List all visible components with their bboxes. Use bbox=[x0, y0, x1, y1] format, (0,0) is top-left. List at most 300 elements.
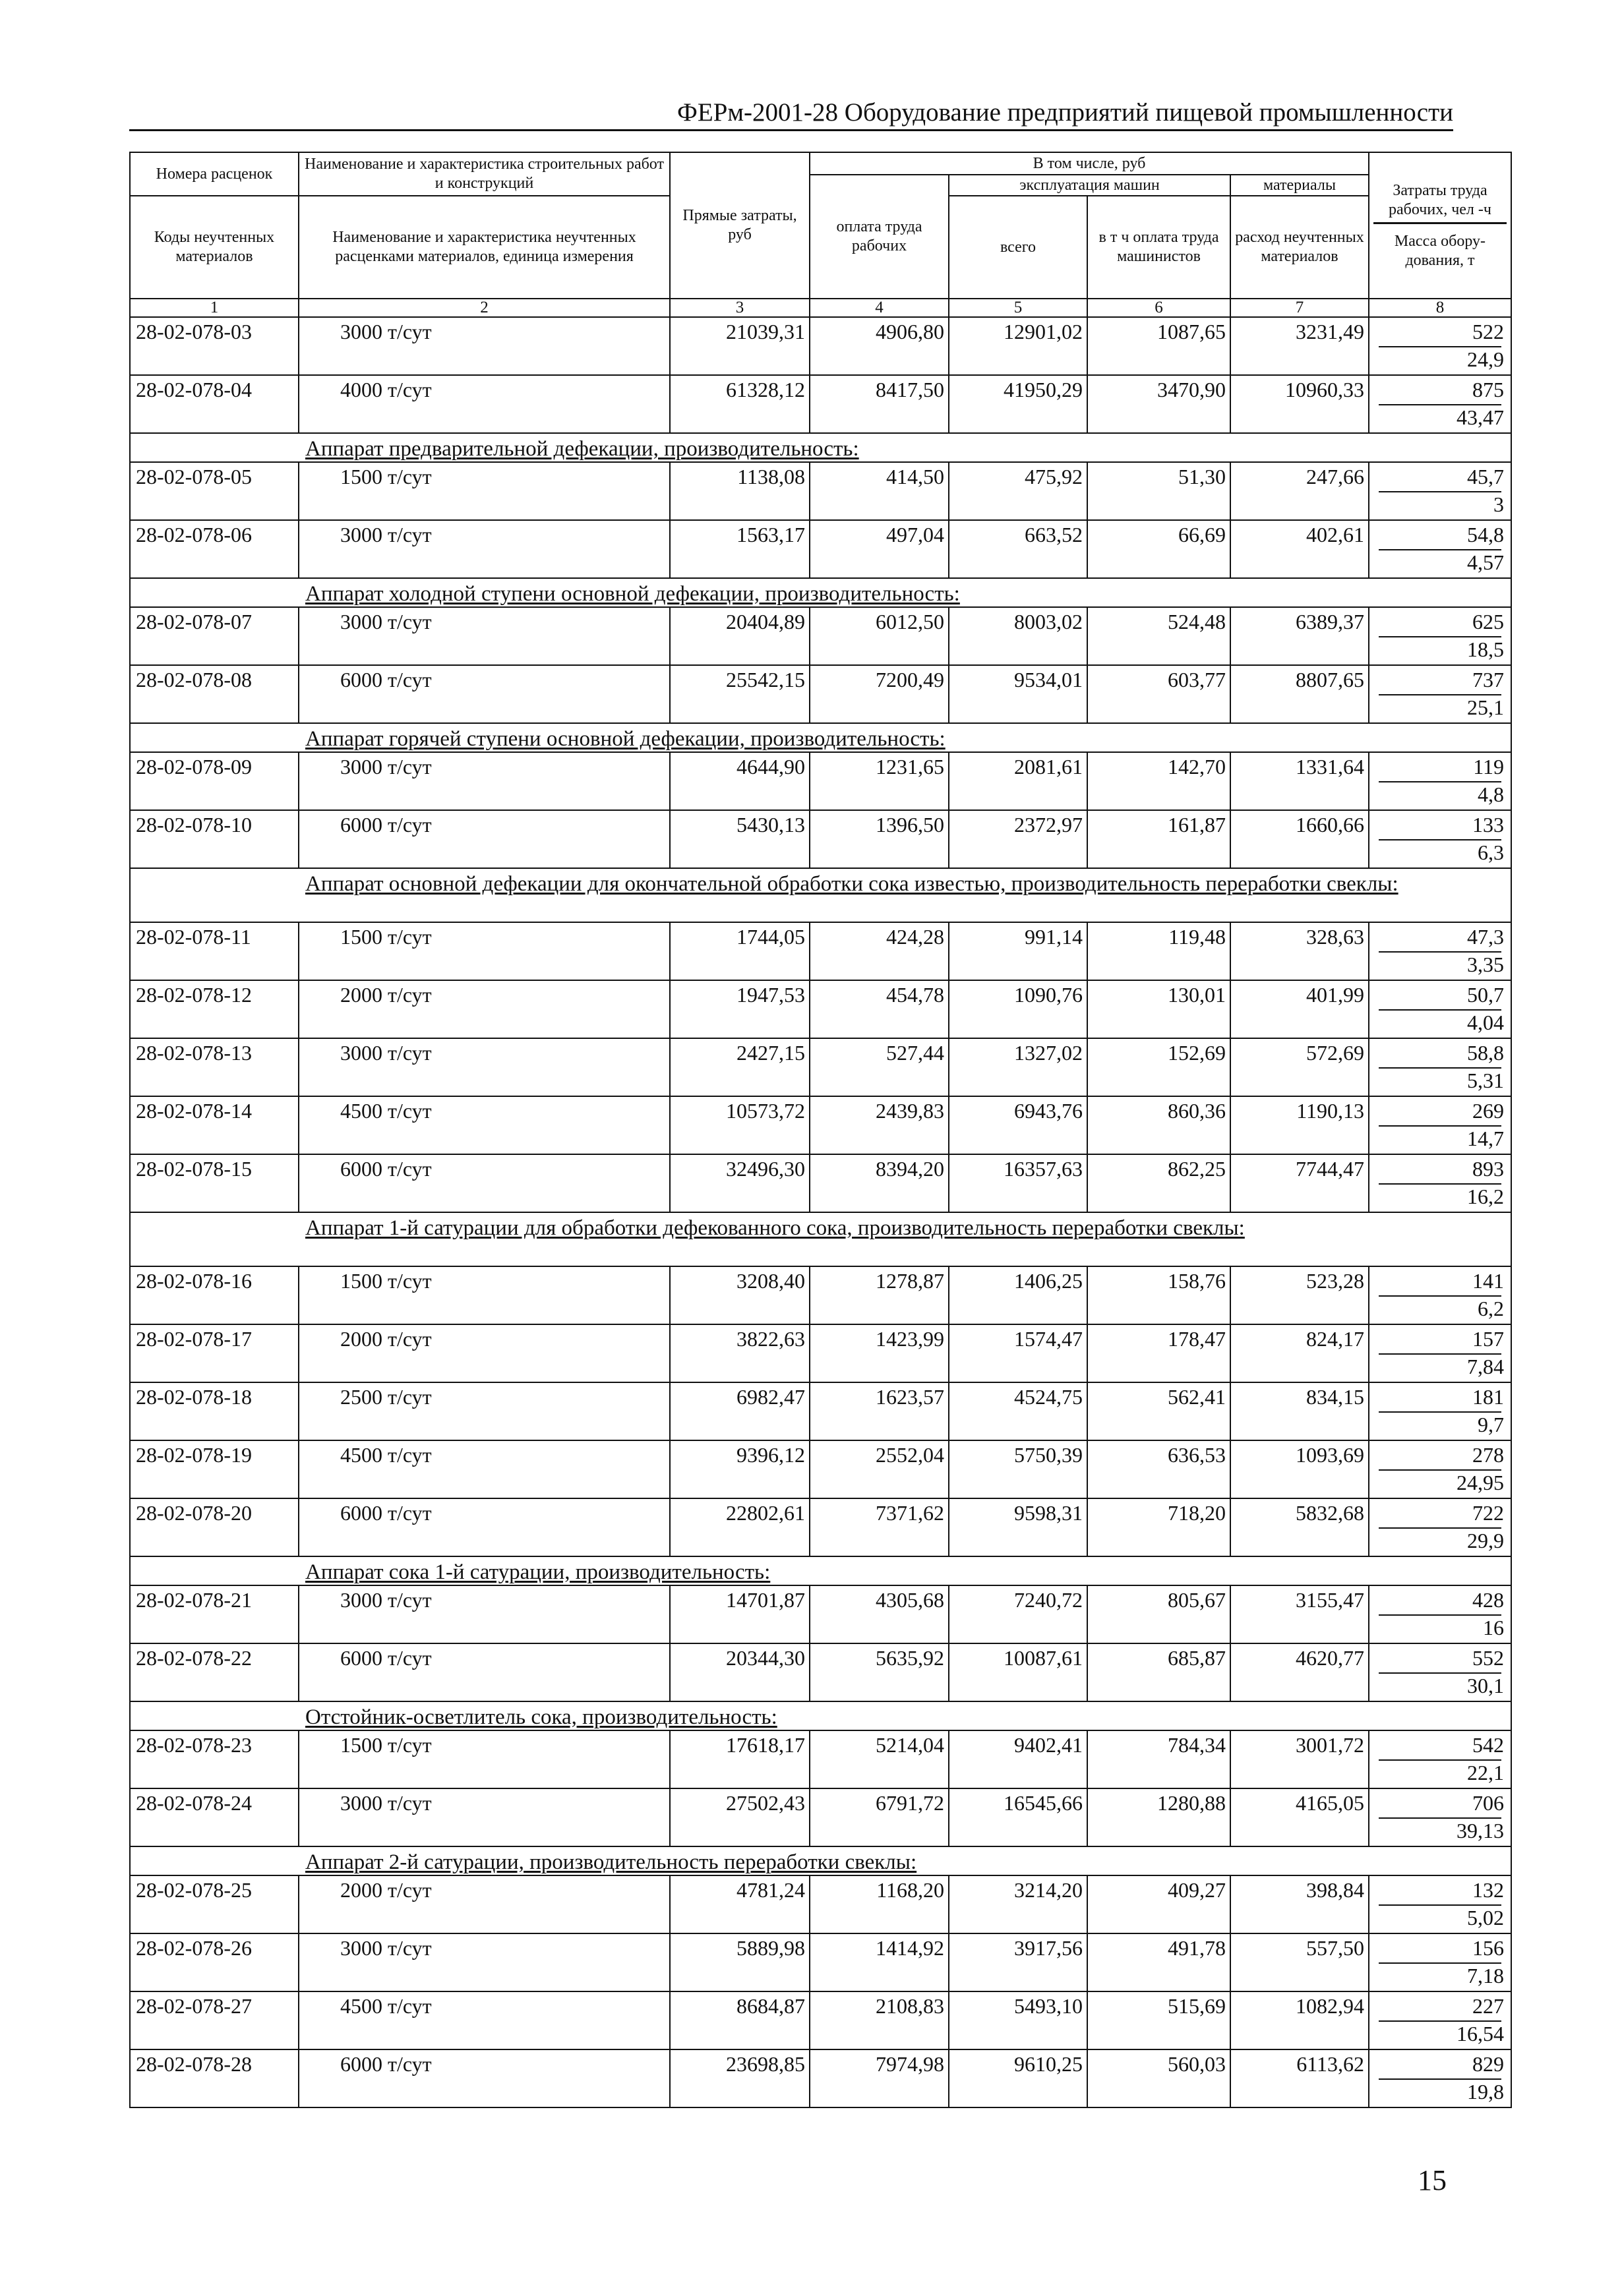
fraction-line bbox=[1379, 2078, 1501, 2080]
direct-costs-cell: 6982,47 bbox=[670, 1382, 810, 1440]
table-row bbox=[130, 1788, 1511, 1846]
labor-mass-cell bbox=[1369, 1440, 1511, 1498]
header-codes: Коды неучтенных материалов bbox=[130, 196, 299, 299]
direct-costs-cell: 32496,30 bbox=[670, 1154, 810, 1212]
materials-cell: 523,28 bbox=[1230, 1266, 1369, 1324]
work-name-cell: 2500 т/сут bbox=[299, 1382, 670, 1440]
direct-costs-cell: 2427,15 bbox=[670, 1038, 810, 1096]
labor-hours-value: 522 bbox=[1472, 320, 1504, 343]
labor-pay-cell: 2439,83 bbox=[810, 1096, 949, 1154]
labor-mass-cell bbox=[1369, 1266, 1511, 1324]
work-name-cell: 1500 т/сут bbox=[299, 462, 670, 520]
page-number: 15 bbox=[1418, 2164, 1447, 2196]
table-row bbox=[130, 520, 1511, 578]
direct-costs-cell: 23698,85 bbox=[670, 2049, 810, 2107]
direct-costs-cell: 1138,08 bbox=[670, 462, 810, 520]
labor-pay-cell: 1423,99 bbox=[810, 1324, 949, 1382]
labor-mass-cell bbox=[1369, 1730, 1511, 1788]
labor-pay-cell: 7200,49 bbox=[810, 665, 949, 723]
machinist-pay-cell: 560,03 bbox=[1087, 2049, 1230, 2107]
table-row bbox=[130, 752, 1511, 810]
header-including: В том числе, руб bbox=[810, 152, 1369, 175]
work-name-cell: 3000 т/сут bbox=[299, 1788, 670, 1846]
section-title-text: Аппарат холодной ступени основной дефекации, производительность: bbox=[305, 582, 960, 606]
labor-mass-cell bbox=[1369, 520, 1511, 578]
rate-code-cell: 28-02-078-13 bbox=[130, 1038, 299, 1096]
work-name-cell: 6000 т/сут bbox=[299, 1498, 670, 1556]
work-name-cell: 3000 т/сут bbox=[299, 520, 670, 578]
section-title bbox=[130, 868, 1511, 922]
table-row bbox=[130, 1266, 1511, 1324]
rate-code-cell: 28-02-078-25 bbox=[130, 1875, 299, 1933]
labor-pay-cell: 5214,04 bbox=[810, 1730, 949, 1788]
machines-total-cell: 663,52 bbox=[949, 520, 1087, 578]
labor-pay-cell: 424,28 bbox=[810, 922, 949, 980]
labor-mass-cell bbox=[1369, 922, 1511, 980]
rate-code-cell: 28-02-078-04 bbox=[130, 375, 299, 433]
section-row bbox=[130, 868, 1511, 922]
labor-mass-cell bbox=[1369, 317, 1511, 375]
rate-code-cell: 28-02-078-09 bbox=[130, 752, 299, 810]
labor-pay-cell: 1623,57 bbox=[810, 1382, 949, 1440]
fraction-line bbox=[1379, 1295, 1501, 1297]
labor-mass-cell bbox=[1369, 1096, 1511, 1154]
machinist-pay-cell: 805,67 bbox=[1087, 1585, 1230, 1643]
section-row bbox=[130, 723, 1511, 752]
labor-hours-value: 737 bbox=[1472, 668, 1504, 692]
direct-costs-cell: 3208,40 bbox=[670, 1266, 810, 1324]
machinist-pay-cell: 178,47 bbox=[1087, 1324, 1230, 1382]
rate-code-cell: 28-02-078-18 bbox=[130, 1382, 299, 1440]
labor-hours-value: 722 bbox=[1472, 1501, 1504, 1525]
materials-cell: 1082,94 bbox=[1230, 1991, 1369, 2049]
equipment-mass-value: 16 bbox=[1483, 1616, 1504, 1639]
machinist-pay-cell: 158,76 bbox=[1087, 1266, 1230, 1324]
work-name-cell: 4500 т/сут bbox=[299, 1096, 670, 1154]
machinist-pay-cell: 51,30 bbox=[1087, 462, 1230, 520]
machines-total-cell: 10087,61 bbox=[949, 1643, 1087, 1701]
machinist-pay-cell: 860,36 bbox=[1087, 1096, 1230, 1154]
materials-cell: 1093,69 bbox=[1230, 1440, 1369, 1498]
materials-cell: 3155,47 bbox=[1230, 1585, 1369, 1643]
labor-mass-cell bbox=[1369, 1382, 1511, 1440]
equipment-mass-value: 29,9 bbox=[1467, 1529, 1504, 1552]
rate-code-cell: 28-02-078-08 bbox=[130, 665, 299, 723]
work-name-cell: 2000 т/сут bbox=[299, 1324, 670, 1382]
labor-hours-value: 141 bbox=[1472, 1269, 1504, 1293]
table-row bbox=[130, 607, 1511, 665]
work-name-cell: 4000 т/сут bbox=[299, 375, 670, 433]
table-row bbox=[130, 1154, 1511, 1212]
machines-total-cell: 5750,39 bbox=[949, 1440, 1087, 1498]
labor-hours-value: 552 bbox=[1472, 1646, 1504, 1670]
work-name-cell: 6000 т/сут bbox=[299, 665, 670, 723]
work-name-cell: 4500 т/сут bbox=[299, 1440, 670, 1498]
labor-pay-cell: 1168,20 bbox=[810, 1875, 949, 1933]
machinist-pay-cell: 515,69 bbox=[1087, 1991, 1230, 2049]
section-title-text: Аппарат сока 1-й сатурации, производительность: bbox=[305, 1560, 771, 1584]
machinist-pay-cell: 562,41 bbox=[1087, 1382, 1230, 1440]
materials-cell: 1331,64 bbox=[1230, 752, 1369, 810]
labor-mass-cell bbox=[1369, 1154, 1511, 1212]
equipment-mass-value: 9,7 bbox=[1478, 1413, 1504, 1436]
work-name-cell: 1500 т/сут bbox=[299, 922, 670, 980]
section-row bbox=[130, 1212, 1511, 1266]
header-work-name: Наименование и характеристика строительных работ и конструкций bbox=[299, 152, 670, 196]
labor-mass-cell bbox=[1369, 810, 1511, 868]
section-row bbox=[130, 433, 1511, 462]
labor-hours-value: 893 bbox=[1472, 1157, 1504, 1181]
section-title bbox=[130, 1701, 1511, 1730]
fraction-line bbox=[1379, 1527, 1501, 1529]
machines-total-cell: 8003,02 bbox=[949, 607, 1087, 665]
equipment-mass-value: 24,95 bbox=[1457, 1471, 1504, 1494]
machinist-pay-cell: 130,01 bbox=[1087, 980, 1230, 1038]
fraction-line bbox=[1379, 346, 1501, 347]
table-row bbox=[130, 1096, 1511, 1154]
materials-cell: 401,99 bbox=[1230, 980, 1369, 1038]
rate-code-cell: 28-02-078-28 bbox=[130, 2049, 299, 2107]
labor-hours-value: 54,8 bbox=[1467, 523, 1504, 546]
machinist-pay-cell: 784,34 bbox=[1087, 1730, 1230, 1788]
machines-total-cell: 4524,75 bbox=[949, 1382, 1087, 1440]
header-materials-name: Наименование и характеристика неучтенных расценками материалов, единица измерения bbox=[299, 196, 670, 299]
rate-code-cell: 28-02-078-19 bbox=[130, 1440, 299, 1498]
rate-code-cell: 28-02-078-17 bbox=[130, 1324, 299, 1382]
section-title bbox=[130, 578, 1511, 607]
rate-code-cell: 28-02-078-16 bbox=[130, 1266, 299, 1324]
equipment-mass-value: 4,8 bbox=[1478, 782, 1504, 806]
direct-costs-cell: 8684,87 bbox=[670, 1991, 810, 2049]
materials-cell: 4165,05 bbox=[1230, 1788, 1369, 1846]
work-name-cell: 6000 т/сут bbox=[299, 2049, 670, 2107]
work-name-cell: 3000 т/сут bbox=[299, 1933, 670, 1991]
direct-costs-cell: 22802,61 bbox=[670, 1498, 810, 1556]
fraction-line bbox=[1379, 1614, 1501, 1616]
table-row bbox=[130, 1643, 1511, 1701]
labor-pay-cell: 2552,04 bbox=[810, 1440, 949, 1498]
labor-pay-cell: 414,50 bbox=[810, 462, 949, 520]
direct-costs-cell: 61328,12 bbox=[670, 375, 810, 433]
machinist-pay-cell: 3470,90 bbox=[1087, 375, 1230, 433]
equipment-mass-value: 6,3 bbox=[1478, 840, 1504, 864]
materials-cell: 824,17 bbox=[1230, 1324, 1369, 1382]
direct-costs-cell: 5889,98 bbox=[670, 1933, 810, 1991]
machinist-pay-cell: 524,48 bbox=[1087, 607, 1230, 665]
machines-total-cell: 2372,97 bbox=[949, 810, 1087, 868]
labor-hours-value: 45,7 bbox=[1467, 465, 1504, 488]
section-row bbox=[130, 578, 1511, 607]
materials-cell: 5832,68 bbox=[1230, 1498, 1369, 1556]
labor-hours-value: 269 bbox=[1472, 1099, 1504, 1123]
section-row bbox=[130, 1556, 1511, 1585]
machines-total-cell: 9610,25 bbox=[949, 2049, 1087, 2107]
section-title bbox=[130, 1212, 1511, 1266]
machines-total-cell: 7240,72 bbox=[949, 1585, 1087, 1643]
labor-pay-cell: 4906,80 bbox=[810, 317, 949, 375]
labor-hours-value: 875 bbox=[1472, 378, 1504, 401]
table-row bbox=[130, 462, 1511, 520]
labor-hours-value: 181 bbox=[1472, 1385, 1504, 1409]
direct-costs-cell: 27502,43 bbox=[670, 1788, 810, 1846]
labor-mass-cell bbox=[1369, 1788, 1511, 1846]
rate-code-cell: 28-02-078-23 bbox=[130, 1730, 299, 1788]
table-row bbox=[130, 1730, 1511, 1788]
labor-mass-cell bbox=[1369, 1875, 1511, 1933]
table-row bbox=[130, 922, 1511, 980]
labor-mass-cell bbox=[1369, 2049, 1511, 2107]
labor-pay-cell: 497,04 bbox=[810, 520, 949, 578]
equipment-mass-value: 4,57 bbox=[1467, 550, 1504, 574]
header-labor-pay: оплата труда рабочих bbox=[810, 175, 949, 299]
labor-hours-value: 156 bbox=[1472, 1936, 1504, 1960]
machinist-pay-cell: 66,69 bbox=[1087, 520, 1230, 578]
labor-pay-cell: 1414,92 bbox=[810, 1933, 949, 1991]
direct-costs-cell: 4644,90 bbox=[670, 752, 810, 810]
col-number: 2 bbox=[299, 299, 670, 317]
fraction-line bbox=[1379, 1067, 1501, 1069]
fraction-line bbox=[1379, 1672, 1501, 1674]
rate-code-cell: 28-02-078-22 bbox=[130, 1643, 299, 1701]
machines-total-cell: 6943,76 bbox=[949, 1096, 1087, 1154]
table-row bbox=[130, 1324, 1511, 1382]
fraction-line bbox=[1379, 694, 1501, 695]
labor-pay-cell: 7974,98 bbox=[810, 2049, 949, 2107]
fraction-line bbox=[1379, 1759, 1501, 1761]
fraction-line bbox=[1379, 1009, 1501, 1011]
machinist-pay-cell: 1280,88 bbox=[1087, 1788, 1230, 1846]
equipment-mass-value: 5,31 bbox=[1467, 1069, 1504, 1092]
materials-cell: 402,61 bbox=[1230, 520, 1369, 578]
equipment-mass-value: 3,35 bbox=[1467, 953, 1504, 976]
equipment-mass-value: 7,18 bbox=[1467, 1964, 1504, 1987]
machines-total-cell: 1090,76 bbox=[949, 980, 1087, 1038]
header-machinist-pay: в т ч оплата труда машинистов bbox=[1087, 196, 1230, 299]
labor-pay-cell: 1231,65 bbox=[810, 752, 949, 810]
materials-cell: 7744,47 bbox=[1230, 1154, 1369, 1212]
section-title bbox=[130, 723, 1511, 752]
labor-mass-cell bbox=[1369, 1643, 1511, 1701]
header-labor-mass bbox=[1369, 152, 1511, 299]
labor-pay-cell: 6012,50 bbox=[810, 607, 949, 665]
materials-cell: 247,66 bbox=[1230, 462, 1369, 520]
rate-code-cell: 28-02-078-15 bbox=[130, 1154, 299, 1212]
work-name-cell: 6000 т/сут bbox=[299, 810, 670, 868]
equipment-mass-value: 6,2 bbox=[1478, 1297, 1504, 1320]
machinist-pay-cell: 1087,65 bbox=[1087, 317, 1230, 375]
section-title bbox=[130, 433, 1511, 462]
direct-costs-cell: 10573,72 bbox=[670, 1096, 810, 1154]
direct-costs-cell: 21039,31 bbox=[670, 317, 810, 375]
labor-mass-cell bbox=[1369, 1324, 1511, 1382]
materials-cell: 3231,49 bbox=[1230, 317, 1369, 375]
fraction-line bbox=[1379, 1125, 1501, 1127]
table-row bbox=[130, 375, 1511, 433]
rate-code-cell: 28-02-078-21 bbox=[130, 1585, 299, 1643]
machinist-pay-cell: 119,48 bbox=[1087, 922, 1230, 980]
header-equipment-mass: Масса обору-дования, т bbox=[1394, 232, 1486, 269]
table-row bbox=[130, 665, 1511, 723]
labor-hours-value: 829 bbox=[1472, 2052, 1504, 2076]
col-number: 7 bbox=[1230, 299, 1369, 317]
machinist-pay-cell: 409,27 bbox=[1087, 1875, 1230, 1933]
col-number: 1 bbox=[130, 299, 299, 317]
labor-pay-cell: 527,44 bbox=[810, 1038, 949, 1096]
labor-pay-cell: 2108,83 bbox=[810, 1991, 949, 2049]
materials-cell: 328,63 bbox=[1230, 922, 1369, 980]
direct-costs-cell: 1744,05 bbox=[670, 922, 810, 980]
work-name-cell: 1500 т/сут bbox=[299, 1730, 670, 1788]
table-row bbox=[130, 1875, 1511, 1933]
labor-hours-value: 227 bbox=[1472, 1994, 1504, 2018]
machines-total-cell: 991,14 bbox=[949, 922, 1087, 980]
rate-code-cell: 28-02-078-12 bbox=[130, 980, 299, 1038]
machines-total-cell: 5493,10 bbox=[949, 1991, 1087, 2049]
fraction-line bbox=[1379, 781, 1501, 782]
direct-costs-cell: 4781,24 bbox=[670, 1875, 810, 1933]
col-number: 6 bbox=[1087, 299, 1230, 317]
labor-pay-cell: 454,78 bbox=[810, 980, 949, 1038]
materials-cell: 8807,65 bbox=[1230, 665, 1369, 723]
equipment-mass-value: 3 bbox=[1493, 492, 1504, 516]
direct-costs-cell: 17618,17 bbox=[670, 1730, 810, 1788]
equipment-mass-value: 18,5 bbox=[1467, 637, 1504, 661]
equipment-mass-value: 16,2 bbox=[1467, 1185, 1504, 1208]
equipment-mass-value: 5,02 bbox=[1467, 1906, 1504, 1929]
equipment-mass-value: 25,1 bbox=[1467, 695, 1504, 719]
labor-mass-cell bbox=[1369, 1038, 1511, 1096]
labor-hours-value: 132 bbox=[1472, 1878, 1504, 1902]
header-materials: материалы bbox=[1230, 175, 1369, 196]
labor-hours-value: 119 bbox=[1473, 755, 1504, 779]
table-row bbox=[130, 980, 1511, 1038]
labor-pay-cell: 7371,62 bbox=[810, 1498, 949, 1556]
work-name-cell: 6000 т/сут bbox=[299, 1154, 670, 1212]
labor-hours-value: 278 bbox=[1472, 1443, 1504, 1467]
fraction-line bbox=[1379, 2020, 1501, 2022]
fraction-line bbox=[1379, 1411, 1501, 1413]
table-row bbox=[130, 1585, 1511, 1643]
machinist-pay-cell: 685,87 bbox=[1087, 1643, 1230, 1701]
work-name-cell: 3000 т/сут bbox=[299, 752, 670, 810]
fraction-line bbox=[1379, 1353, 1501, 1355]
header-materials-consumption: расход неучтенных материалов bbox=[1230, 196, 1369, 299]
section-title-text: Аппарат 2-й сатурации, производительность переработки свеклы: bbox=[305, 1850, 917, 1874]
labor-mass-cell bbox=[1369, 665, 1511, 723]
machinist-pay-cell: 603,77 bbox=[1087, 665, 1230, 723]
labor-pay-cell: 1396,50 bbox=[810, 810, 949, 868]
equipment-mass-value: 30,1 bbox=[1467, 1674, 1504, 1697]
section-row bbox=[130, 1701, 1511, 1730]
section-title-text: Аппарат 1-й сатурации для обработки дефекованного сока, производительность переработки свеклы: bbox=[305, 1216, 1245, 1240]
header-labor-costs: Затраты труда рабочих, чел -ч bbox=[1373, 181, 1507, 224]
fraction-line bbox=[1379, 951, 1501, 953]
rate-code-cell: 28-02-078-27 bbox=[130, 1991, 299, 2049]
machines-total-cell: 475,92 bbox=[949, 462, 1087, 520]
price-table bbox=[129, 152, 1512, 2108]
materials-cell: 1190,13 bbox=[1230, 1096, 1369, 1154]
fraction-line bbox=[1379, 404, 1501, 405]
labor-mass-cell bbox=[1369, 462, 1511, 520]
labor-mass-cell bbox=[1369, 980, 1511, 1038]
direct-costs-cell: 3822,63 bbox=[670, 1324, 810, 1382]
materials-cell: 10960,33 bbox=[1230, 375, 1369, 433]
labor-hours-value: 428 bbox=[1472, 1588, 1504, 1612]
table-row bbox=[130, 1991, 1511, 2049]
labor-pay-cell: 4305,68 bbox=[810, 1585, 949, 1643]
materials-cell: 4620,77 bbox=[1230, 1643, 1369, 1701]
work-name-cell: 3000 т/сут bbox=[299, 607, 670, 665]
labor-pay-cell: 5635,92 bbox=[810, 1643, 949, 1701]
table-row bbox=[130, 1440, 1511, 1498]
table-row bbox=[130, 1382, 1511, 1440]
labor-mass-cell bbox=[1369, 1585, 1511, 1643]
header-rate-numbers: Номера расценок bbox=[130, 152, 299, 196]
work-name-cell: 2000 т/сут bbox=[299, 1875, 670, 1933]
rate-code-cell: 28-02-078-05 bbox=[130, 462, 299, 520]
direct-costs-cell: 1563,17 bbox=[670, 520, 810, 578]
equipment-mass-value: 22,1 bbox=[1467, 1761, 1504, 1784]
materials-cell: 1660,66 bbox=[1230, 810, 1369, 868]
machines-total-cell: 2081,61 bbox=[949, 752, 1087, 810]
equipment-mass-value: 19,8 bbox=[1467, 2080, 1504, 2104]
labor-hours-value: 50,7 bbox=[1467, 983, 1504, 1007]
materials-cell: 6389,37 bbox=[1230, 607, 1369, 665]
section-title bbox=[130, 1556, 1511, 1585]
equipment-mass-value: 7,84 bbox=[1467, 1355, 1504, 1378]
direct-costs-cell: 14701,87 bbox=[670, 1585, 810, 1643]
rate-code-cell: 28-02-078-07 bbox=[130, 607, 299, 665]
labor-hours-value: 542 bbox=[1472, 1733, 1504, 1757]
direct-costs-cell: 1947,53 bbox=[670, 980, 810, 1038]
section-title-text: Аппарат горячей ступени основной дефекации, производительность: bbox=[305, 727, 946, 751]
table-row bbox=[130, 1498, 1511, 1556]
work-name-cell: 3000 т/сут bbox=[299, 317, 670, 375]
direct-costs-cell: 25542,15 bbox=[670, 665, 810, 723]
equipment-mass-value: 4,04 bbox=[1467, 1011, 1504, 1034]
machines-total-cell: 1327,02 bbox=[949, 1038, 1087, 1096]
rate-code-cell: 28-02-078-20 bbox=[130, 1498, 299, 1556]
machines-total-cell: 9402,41 bbox=[949, 1730, 1087, 1788]
page-header-title: ФЕРм-2001-28 Оборудование предприятий пищевой промышленности bbox=[677, 98, 1453, 127]
labor-mass-cell bbox=[1369, 1498, 1511, 1556]
machinist-pay-cell: 161,87 bbox=[1087, 810, 1230, 868]
header-machines-total: всего bbox=[949, 196, 1087, 299]
table-row bbox=[130, 317, 1511, 375]
rate-code-cell: 28-02-078-26 bbox=[130, 1933, 299, 1991]
labor-mass-cell bbox=[1369, 1991, 1511, 2049]
machinist-pay-cell: 491,78 bbox=[1087, 1933, 1230, 1991]
fraction-line bbox=[1379, 1904, 1501, 1906]
section-title-text: Отстойник-осветлитель сока, производительность: bbox=[305, 1705, 777, 1729]
fraction-line bbox=[1379, 1469, 1501, 1471]
col-number: 4 bbox=[810, 299, 949, 317]
materials-cell: 572,69 bbox=[1230, 1038, 1369, 1096]
section-title-text: Аппарат основной дефекации для окончательной обработки сока известью, производительность переработки свеклы: bbox=[305, 872, 1398, 896]
materials-cell: 557,50 bbox=[1230, 1933, 1369, 1991]
labor-mass-cell bbox=[1369, 375, 1511, 433]
work-name-cell: 3000 т/сут bbox=[299, 1585, 670, 1643]
fraction-line bbox=[1379, 1183, 1501, 1185]
machines-total-cell: 12901,02 bbox=[949, 317, 1087, 375]
header-machines: эксплуатация машин bbox=[949, 175, 1230, 196]
machines-total-cell: 9534,01 bbox=[949, 665, 1087, 723]
equipment-mass-value: 39,13 bbox=[1457, 1819, 1504, 1842]
equipment-mass-value: 16,54 bbox=[1457, 2022, 1504, 2046]
rate-code-cell: 28-02-078-14 bbox=[130, 1096, 299, 1154]
header-rule bbox=[129, 129, 1453, 131]
equipment-mass-value: 14,7 bbox=[1467, 1127, 1504, 1150]
